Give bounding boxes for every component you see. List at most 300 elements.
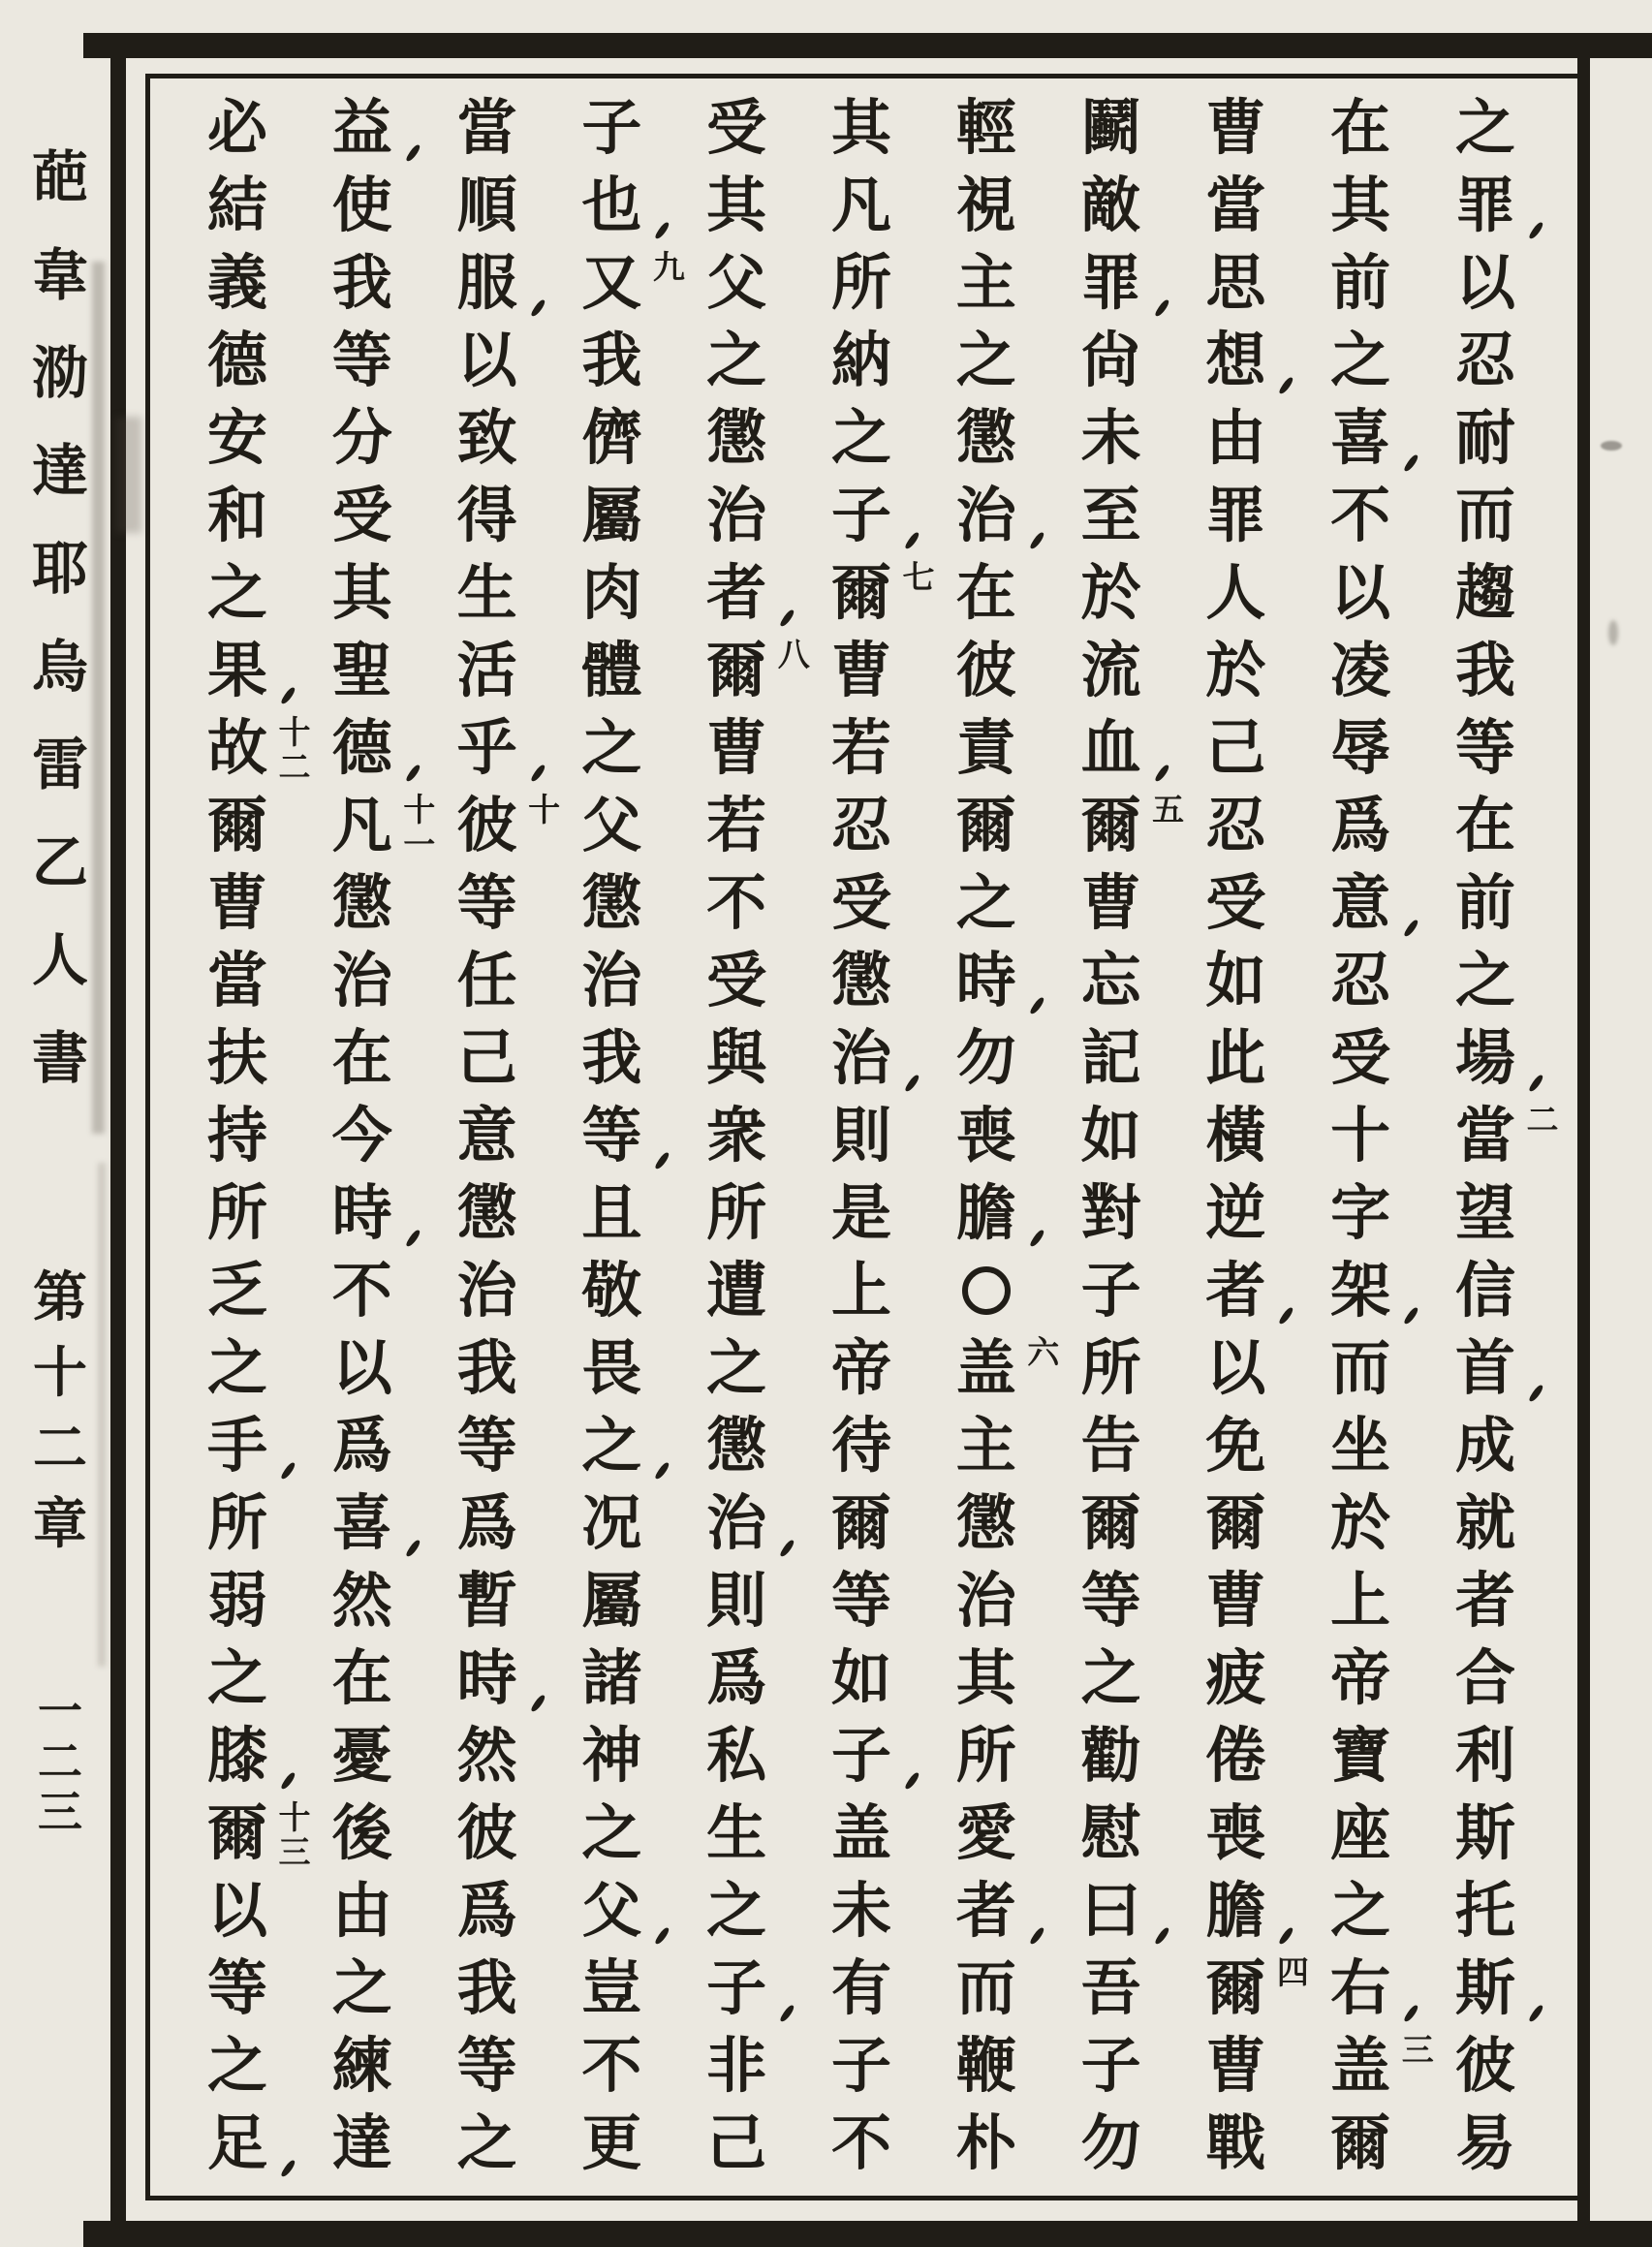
han-character-cell: 人 [1205, 557, 1266, 628]
han-character-cell: 使 [331, 170, 392, 240]
han-character-cell: 吾 [1080, 1952, 1141, 2023]
han-character-cell: 曹 [1080, 867, 1141, 938]
han-character-cell: 對 [1080, 1177, 1141, 1248]
han-character-cell: 合 [1454, 1642, 1515, 1713]
han-character-cell: 免 [1205, 1410, 1266, 1481]
han-character-cell: 記 [1080, 1022, 1141, 1093]
han-character-cell: 有 [830, 1952, 891, 2023]
verse-number-marker [1151, 793, 1186, 827]
verse-number-marker [1400, 2033, 1435, 2068]
margin-character-cell: 韋 [31, 241, 88, 308]
han-character-cell: 帝 [1330, 1642, 1391, 1713]
han-character-cell: 敬 [581, 1255, 642, 1326]
han-character-cell: 後 [331, 1797, 392, 1868]
han-character-cell: 屬 [581, 480, 642, 550]
verse-number-marker [776, 638, 811, 672]
han-character-cell: 遭 [706, 1255, 767, 1326]
han-character-cell: 爾 [1080, 790, 1141, 860]
verse-number-digit: 六 [1027, 1333, 1060, 1371]
han-character-cell: 則 [706, 1565, 767, 1636]
han-character-cell: 慰 [1080, 1797, 1141, 1868]
han-character-cell: 子 [826, 477, 897, 554]
han-character-cell: 是 [830, 1177, 891, 1248]
han-character-cell: 和 [206, 480, 267, 550]
han-character-cell: 如 [1080, 1100, 1141, 1170]
han-character-cell: 輕 [955, 92, 1016, 163]
han-character-cell: 彼 [456, 1797, 517, 1868]
han-character-cell: 意 [456, 1100, 517, 1170]
ideographic-comma [1279, 376, 1295, 396]
han-character-cell: 告 [1080, 1410, 1141, 1481]
margin-character-cell: 泐 [31, 339, 88, 406]
han-character-cell: 者 [951, 1872, 1022, 1950]
verse-number-digit: 八 [777, 636, 810, 673]
han-character-cell: 爾 [830, 557, 891, 628]
margin-character-cell: 二 [38, 1735, 82, 1788]
verse-number-digit: 四 [1276, 1953, 1309, 1991]
han-character-cell: 以 [1454, 247, 1515, 318]
han-character-cell: 橫 [1205, 1100, 1266, 1170]
han-character-cell: 而 [955, 1952, 1016, 2023]
han-character-cell: 之 [955, 867, 1016, 938]
han-character-cell: 與 [706, 1022, 767, 1093]
han-character-cell: 儕 [581, 402, 642, 473]
text-column [826, 89, 935, 2182]
han-character-cell: 爲 [706, 1642, 767, 1713]
han-character-cell: 盖 [1330, 2030, 1391, 2101]
han-character-cell: 以 [456, 325, 517, 395]
verse-number-marker [651, 250, 686, 285]
han-character-cell: 治 [701, 1484, 772, 1562]
han-character-cell: 在 [331, 1022, 392, 1093]
text-column [202, 89, 311, 2182]
verse-number-marker [527, 793, 562, 827]
han-character-cell: 之 [456, 2107, 517, 2178]
han-character-cell: 子 [701, 1950, 772, 2027]
han-character-cell: 凌 [1330, 635, 1391, 705]
han-character-cell: 在 [1454, 790, 1515, 860]
han-character-cell: 忍 [830, 790, 891, 860]
ideographic-comma [655, 221, 671, 241]
han-character-cell: 主 [955, 247, 1016, 318]
han-character-cell: 信 [1454, 1255, 1515, 1326]
han-character-cell: 以 [206, 1875, 267, 1946]
han-character-cell: 然 [331, 1565, 392, 1636]
han-character-cell: 己 [706, 2107, 767, 2178]
ideographic-comma [1528, 221, 1544, 241]
han-character-cell: 等 [456, 2030, 517, 2101]
han-character-cell: 以 [1330, 557, 1391, 628]
han-character-cell: 忍 [1330, 945, 1391, 1015]
han-character-cell: 不 [830, 2107, 891, 2178]
han-character-cell: 坐 [1330, 1410, 1391, 1481]
han-character-cell: 之 [1454, 92, 1515, 163]
han-character-cell: 必 [206, 92, 267, 163]
han-character-cell: 生 [706, 1797, 767, 1868]
verse-number-digit: 三 [278, 1833, 311, 1871]
han-character-cell: 在 [1330, 92, 1391, 163]
han-character-cell: 所 [206, 1487, 267, 1558]
han-character-cell: 不 [1330, 480, 1391, 550]
han-character-cell: 結 [206, 170, 267, 240]
han-character-cell: 得 [456, 480, 517, 550]
han-character-cell: 之 [706, 1875, 767, 1946]
verse-number-digit: 二 [278, 748, 311, 786]
han-character-cell: 德 [206, 325, 267, 395]
han-character-cell: 時 [327, 1174, 398, 1252]
han-character-cell: 聖 [331, 635, 392, 705]
han-character-cell: 凡 [331, 790, 392, 860]
text-column [327, 89, 436, 2182]
ideographic-comma [904, 1074, 920, 1094]
han-character-cell: 父 [581, 790, 642, 860]
han-character-cell: 若 [830, 712, 891, 783]
han-character-cell: 如 [1205, 945, 1266, 1015]
han-character-cell: 我 [331, 247, 392, 318]
han-character-cell: 懲 [955, 1487, 1016, 1558]
han-character-cell: 視 [955, 170, 1016, 240]
han-character-cell: 扶 [206, 1022, 267, 1093]
han-character-cell: 曹 [706, 712, 767, 783]
verse-number-digit: 九 [652, 248, 685, 286]
han-character-cell: 罪 [1205, 480, 1266, 550]
han-character-cell: 朴 [955, 2107, 1016, 2178]
han-character-cell: 當 [456, 92, 517, 163]
han-character-cell: 之 [206, 1642, 267, 1713]
han-character-cell: 不 [331, 1255, 392, 1326]
han-character-cell: 懲 [706, 402, 767, 473]
ideographic-comma [1029, 531, 1045, 551]
ideographic-comma [1403, 919, 1419, 939]
verse-number-marker [1026, 1335, 1061, 1370]
han-character-cell: 况 [581, 1487, 642, 1558]
circle-glyph [962, 1266, 1011, 1315]
han-character-cell: 其 [955, 1642, 1016, 1713]
han-character-cell: 所 [830, 247, 891, 318]
ideographic-comma [1403, 1306, 1419, 1326]
han-character-cell: 之 [581, 1797, 642, 1868]
han-character-cell: 之 [581, 712, 642, 783]
han-character-cell: 之 [706, 325, 767, 395]
han-character-cell: 衆 [706, 1100, 767, 1170]
ideographic-comma [1154, 764, 1170, 784]
ideographic-comma [405, 1539, 421, 1559]
han-character-cell: 故 [206, 712, 267, 783]
han-character-cell: 不 [706, 867, 767, 938]
han-character-cell: 而 [1454, 480, 1515, 550]
han-character-cell: 等 [1080, 1565, 1141, 1636]
han-character-cell: 肉 [581, 557, 642, 628]
han-character-cell: 時 [452, 1639, 523, 1717]
han-character-cell: 懲 [955, 402, 1016, 473]
han-character-cell: 爾 [1080, 1487, 1141, 1558]
han-character-cell: 非 [706, 2030, 767, 2101]
han-character-cell: 懲 [456, 1177, 517, 1248]
han-character-cell: 之 [206, 1332, 267, 1403]
han-character-cell: 懲 [830, 945, 891, 1015]
han-character-cell: 此 [1205, 1022, 1266, 1093]
text-column [1325, 89, 1434, 2182]
han-character-cell: 喜 [1325, 399, 1396, 477]
han-character-cell: 戰 [1205, 2107, 1266, 2178]
han-character-cell: 更 [581, 2107, 642, 2178]
han-character-cell: 益 [327, 89, 398, 167]
han-character-cell: 持 [206, 1100, 267, 1170]
verse-number-digit: 三 [1401, 2031, 1434, 2069]
han-character-cell: 望 [1454, 1177, 1515, 1248]
han-character-cell: 流 [1080, 635, 1141, 705]
han-character-cell: 治 [955, 1565, 1016, 1636]
han-character-cell: 治 [331, 945, 392, 1015]
verse-number-marker [1275, 1955, 1310, 1990]
han-character-cell: 我 [456, 1332, 517, 1403]
han-character-cell: 者 [1200, 1252, 1271, 1329]
ideographic-comma [1528, 2004, 1544, 2024]
margin-character-cell: 達 [31, 437, 88, 504]
verse-number-marker [901, 560, 936, 595]
ideographic-comma [1528, 1384, 1544, 1404]
han-character-cell: 在 [955, 557, 1016, 628]
verse-number-marker [277, 1800, 312, 1870]
han-character-cell: 十 [1330, 1100, 1391, 1170]
han-character-cell: 我 [1454, 635, 1515, 705]
han-character-cell: 曹 [206, 867, 267, 938]
han-character-cell: 然 [456, 1720, 517, 1791]
han-character-cell: 體 [581, 635, 642, 705]
han-character-cell: 達 [331, 2107, 392, 2178]
han-character-cell: 時 [951, 942, 1022, 1019]
han-character-cell: 忘 [1080, 945, 1141, 1015]
han-character-cell: 所 [206, 1177, 267, 1248]
han-character-cell: 至 [1080, 480, 1141, 550]
han-character-cell: 倦 [1205, 1720, 1266, 1791]
ideographic-comma [655, 1926, 671, 1947]
han-character-cell: 之 [206, 557, 267, 628]
han-character-cell: 諸 [581, 1642, 642, 1713]
han-character-cell: 趨 [1454, 557, 1515, 628]
han-character-cell: 寶 [1330, 1720, 1391, 1791]
verse-number-marker [277, 715, 312, 785]
han-character-cell: 德 [327, 709, 398, 787]
han-character-cell: 治 [706, 480, 767, 550]
han-character-cell: 字 [1330, 1177, 1391, 1248]
han-character-cell: 當 [206, 945, 267, 1015]
han-character-cell: 之 [576, 1407, 647, 1484]
verse-number-digit: 十 [403, 791, 436, 828]
ideographic-comma [779, 1539, 795, 1559]
ideographic-comma [405, 143, 421, 164]
han-character-cell: 帝 [830, 1332, 891, 1403]
han-character-cell: 之 [706, 1332, 767, 1403]
ideographic-comma [1403, 2004, 1419, 2024]
han-character-cell: 忍 [1205, 790, 1266, 860]
han-character-cell: 曹 [1205, 92, 1266, 163]
han-character-cell: 其 [1330, 170, 1391, 240]
han-character-cell: 活 [456, 635, 517, 705]
margin-character-cell: 雷 [31, 731, 88, 797]
han-character-cell: 順 [456, 170, 517, 240]
margin-column [0, 0, 110, 2247]
han-character-cell: 義 [206, 247, 267, 318]
han-character-cell: 懲 [581, 867, 642, 938]
han-character-cell: 喜 [327, 1484, 398, 1562]
ideographic-comma [530, 298, 546, 319]
han-character-cell: 爾 [206, 1797, 267, 1868]
han-character-cell: 爾 [1205, 1952, 1266, 2023]
han-character-cell: 之 [1080, 1642, 1141, 1713]
han-character-cell: 等 [331, 325, 392, 395]
han-character-cell: 待 [830, 1410, 891, 1481]
han-character-cell: 者 [701, 554, 772, 632]
ideographic-comma [904, 531, 920, 551]
margin-character-cell: 一 [38, 1685, 82, 1737]
han-character-cell: 盖 [955, 1332, 1016, 1403]
han-character-cell: 受 [706, 945, 767, 1015]
han-character-cell: 利 [1454, 1720, 1515, 1791]
han-character-cell: 等 [1454, 712, 1515, 783]
han-character-cell: 治 [826, 1019, 897, 1097]
ideographic-comma [1029, 996, 1045, 1016]
ideographic-comma [530, 1694, 546, 1714]
han-character-cell: 練 [331, 2030, 392, 2101]
han-character-cell: 盖 [830, 1797, 891, 1868]
han-character-cell: 我 [456, 1952, 517, 2023]
han-character-cell: 所 [1080, 1332, 1141, 1403]
text-column [701, 89, 810, 2182]
han-character-cell: 暫 [456, 1565, 517, 1636]
han-character-cell: 愛 [955, 1797, 1016, 1868]
han-character-cell: 之 [206, 2030, 267, 2101]
ideographic-comma [280, 1771, 296, 1792]
han-character-cell: 於 [1205, 635, 1266, 705]
ideographic-comma [530, 764, 546, 784]
han-character-cell: 喪 [955, 1100, 1016, 1170]
han-character-cell: 己 [456, 1022, 517, 1093]
han-character-cell: 爾 [1330, 2107, 1391, 2178]
han-character-cell: 生 [456, 557, 517, 628]
han-character-cell: 我 [581, 1022, 642, 1093]
text-column [1075, 89, 1185, 2182]
han-character-cell: 喪 [1205, 1797, 1266, 1868]
han-character-cell: 勿 [955, 1022, 1016, 1093]
han-character-cell: 受 [706, 92, 767, 163]
han-character-cell: 受 [830, 867, 891, 938]
ideographic-comma [655, 1461, 671, 1482]
han-character-cell: 今 [331, 1100, 392, 1170]
han-character-cell: 之 [1330, 325, 1391, 395]
han-character-cell: 罪 [1075, 244, 1147, 322]
han-character-cell: 爾 [830, 1487, 891, 1558]
han-character-cell: 而 [1330, 1332, 1391, 1403]
margin-character-cell: 三 [38, 1786, 82, 1838]
margin-character-cell: 二 [33, 1417, 87, 1481]
ideographic-comma [779, 609, 795, 629]
han-character-cell: 辱 [1330, 712, 1391, 783]
han-character-cell: 手 [202, 1407, 273, 1484]
han-character-cell: 爾 [706, 635, 767, 705]
margin-character-cell: 乙 [31, 828, 88, 895]
han-character-cell: 也 [576, 167, 647, 244]
ideographic-comma [1279, 1926, 1295, 1947]
han-character-cell: 爲 [331, 1410, 392, 1481]
han-character-cell: 上 [1330, 1565, 1391, 1636]
han-character-cell: 爾 [206, 790, 267, 860]
han-character-cell: 未 [1080, 402, 1141, 473]
han-character-cell: 以 [1205, 1332, 1266, 1403]
han-character-cell: 等 [830, 1565, 891, 1636]
text-column [452, 89, 561, 2182]
verse-number-digit: 十 [528, 791, 561, 828]
ideographic-comma [1403, 453, 1419, 474]
verse-number-digit: 十 [278, 713, 311, 751]
han-character-cell: 鬬 [1080, 92, 1141, 163]
han-character-cell: 所 [706, 1177, 767, 1248]
han-character-cell: 憂 [331, 1720, 392, 1791]
text-column [951, 89, 1060, 2182]
ideographic-comma [1279, 1306, 1295, 1326]
han-character-cell: 爲 [456, 1487, 517, 1558]
han-character-cell: 以 [331, 1332, 392, 1403]
han-character-cell: 足 [202, 2105, 273, 2182]
han-character-cell: 乏 [206, 1255, 267, 1326]
han-character-cell: 忍 [1454, 325, 1515, 395]
han-character-cell: 受 [1330, 1022, 1391, 1093]
han-character-cell: 膽 [1200, 1872, 1271, 1950]
han-character-cell: 前 [1330, 247, 1391, 318]
han-character-cell: 爲 [456, 1875, 517, 1946]
ideographic-comma [280, 1461, 296, 1482]
margin-character-cell: 烏 [31, 633, 88, 700]
ideographic-comma [1154, 1926, 1170, 1947]
han-character-cell: 架 [1325, 1252, 1396, 1329]
circle-section-mark [951, 1252, 1022, 1329]
han-character-cell: 果 [202, 632, 273, 709]
han-character-cell: 懲 [706, 1410, 767, 1481]
han-character-cell: 於 [1080, 557, 1141, 628]
margin-chapter [29, 1260, 91, 1562]
han-character-cell: 屬 [581, 1565, 642, 1636]
margin-character-cell: 耶 [31, 535, 88, 602]
han-character-cell: 意 [1325, 864, 1396, 942]
han-character-cell: 座 [1330, 1797, 1391, 1868]
han-character-cell: 之 [1330, 1875, 1391, 1946]
han-character-cell: 彼 [1454, 2030, 1515, 2101]
han-character-cell: 受 [1205, 867, 1266, 938]
han-character-cell: 安 [206, 402, 267, 473]
han-character-cell: 曹 [1205, 2030, 1266, 2101]
han-character-cell: 之 [830, 402, 891, 473]
han-character-cell: 其 [830, 92, 891, 163]
ideographic-comma [1528, 1074, 1544, 1094]
han-character-cell: 畏 [581, 1332, 642, 1403]
han-character-cell: 耐 [1454, 402, 1515, 473]
han-character-cell: 思 [1205, 247, 1266, 318]
han-character-cell: 致 [456, 402, 517, 473]
han-character-cell: 易 [1454, 2107, 1515, 2178]
han-character-cell: 疲 [1205, 1642, 1266, 1713]
han-character-cell: 尙 [1080, 325, 1141, 395]
han-character-cell: 等 [206, 1952, 267, 2023]
han-character-cell: 分 [331, 402, 392, 473]
han-character-cell: 等 [456, 1410, 517, 1481]
han-character-cell: 責 [955, 712, 1016, 783]
han-character-cell: 膽 [951, 1174, 1022, 1252]
han-character-cell: 子 [830, 2030, 891, 2101]
han-character-cell: 不 [581, 2030, 642, 2101]
han-character-cell: 者 [1454, 1565, 1515, 1636]
han-character-cell: 又 [581, 247, 642, 318]
han-character-cell: 當 [1454, 1100, 1515, 1170]
